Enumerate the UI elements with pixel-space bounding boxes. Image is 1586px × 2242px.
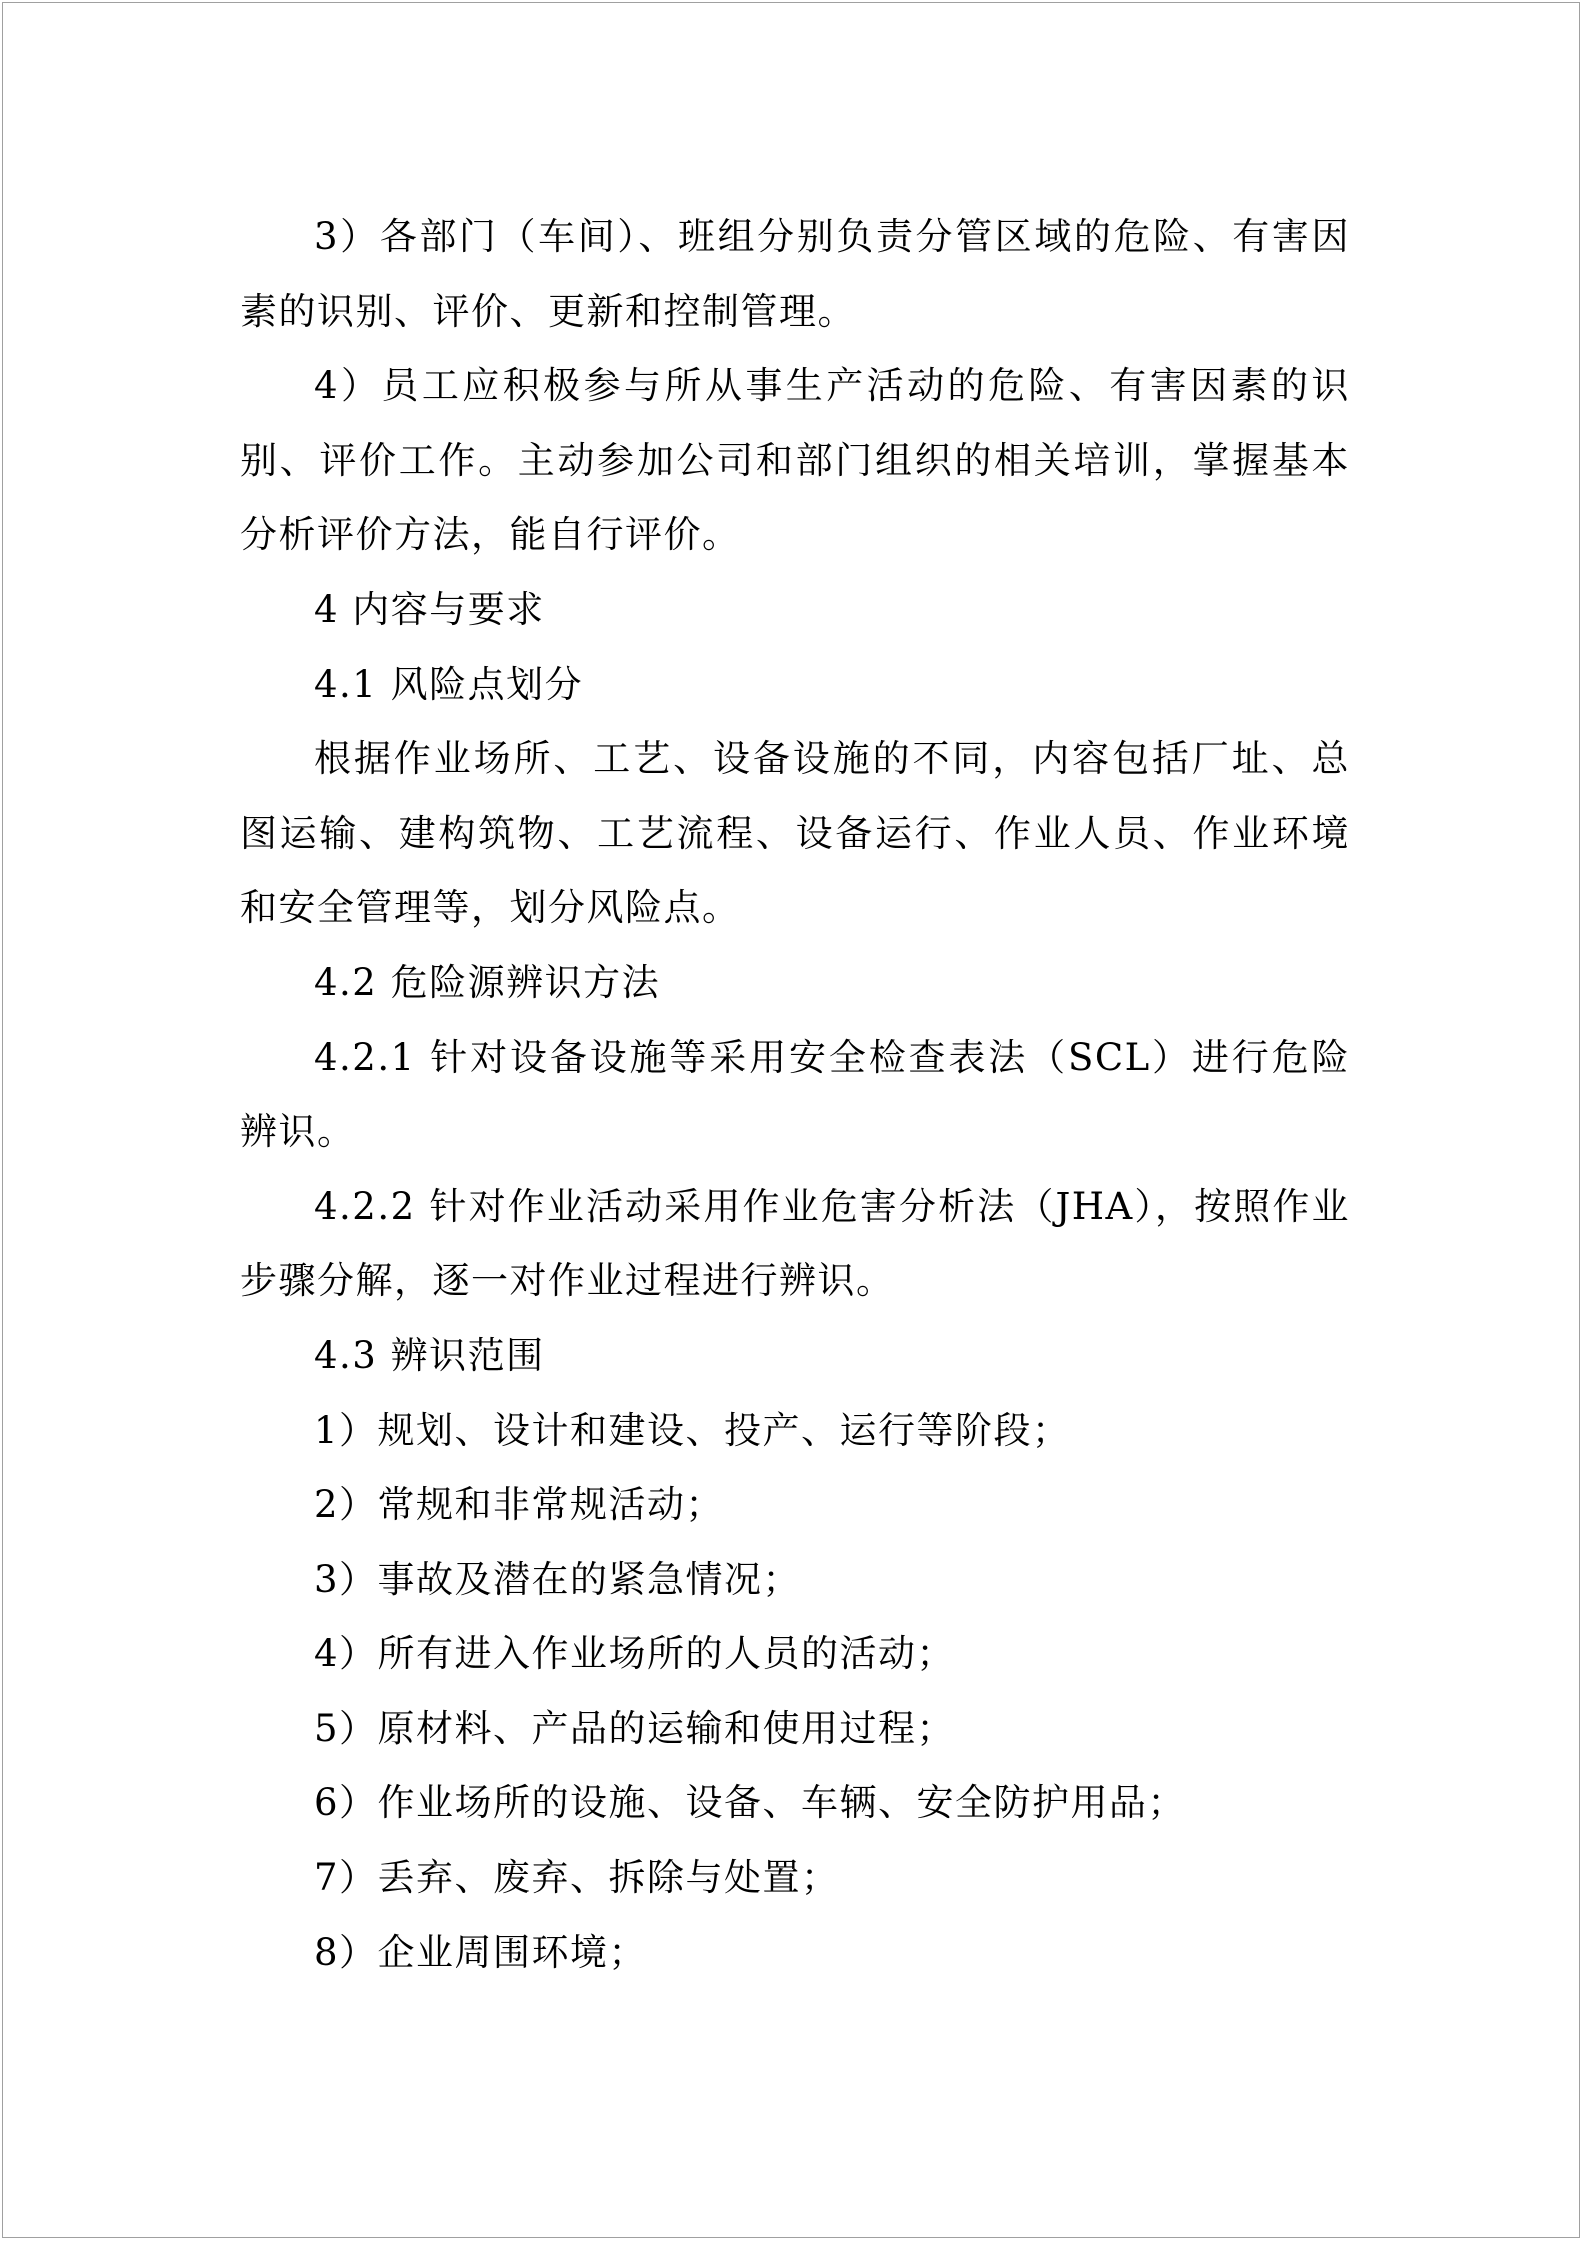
list-item-scope-3: 3）事故及潜在的紧急情况； <box>314 1557 802 1601</box>
list-item-scope-5: 5）原材料、产品的运输和使用过程； <box>314 1706 956 1750</box>
section-heading-4: 4 内容与要求 <box>314 587 545 631</box>
paragraph-risk-point-division: 根据作业场所、工艺、设备设施的不同，内容包括厂址、总图运输、建构筑物、工艺流程、设备运行、作业人员、作业环境和安全管理等，划分风险点。 <box>240 737 1350 930</box>
list-item-scope-8: 8）企业周围环境； <box>314 1930 648 1974</box>
list-item-scope-4: 4）所有进入作业场所的人员的活动； <box>314 1632 956 1676</box>
list-item-scope-6: 6）作业场所的设施、设备、车辆、安全防护用品； <box>314 1781 1187 1825</box>
paragraph-responsibility-3: 3）各部门（车间）、班组分别负责分管区域的危险、有害因素的识别、评价、更新和控制管理。 <box>240 215 1350 333</box>
list-item-scope-1: 1）规划、设计和建设、投产、运行等阶段； <box>314 1408 1071 1452</box>
list-item-scope-2: 2）常规和非常规活动； <box>314 1483 725 1527</box>
section-heading-4-2: 4.2 危险源辨识方法 <box>314 960 661 1004</box>
paragraph-responsibility-4: 4）员工应积极参与所从事生产活动的危险、有害因素的识别、评价工作。主动参加公司和部门组织的相关培训，掌握基本分析评价方法，能自行评价。 <box>240 364 1350 557</box>
document-body <box>240 200 1350 1990</box>
paragraph-4-2-1: 4.2.1 针对设备设施等采用安全检查表法（SCL）进行危险辨识。 <box>240 1035 1350 1154</box>
section-heading-4-1: 4.1 风险点划分 <box>314 662 584 706</box>
section-heading-4-3: 4.3 辨识范围 <box>314 1333 545 1377</box>
list-item-scope-7: 7）丢弃、废弃、拆除与处置； <box>314 1856 840 1900</box>
paragraph-4-2-2: 4.2.2 针对作业活动采用作业危害分析法（JHA），按照作业步骤分解，逐一对作业过程进行辨识。 <box>240 1184 1350 1303</box>
